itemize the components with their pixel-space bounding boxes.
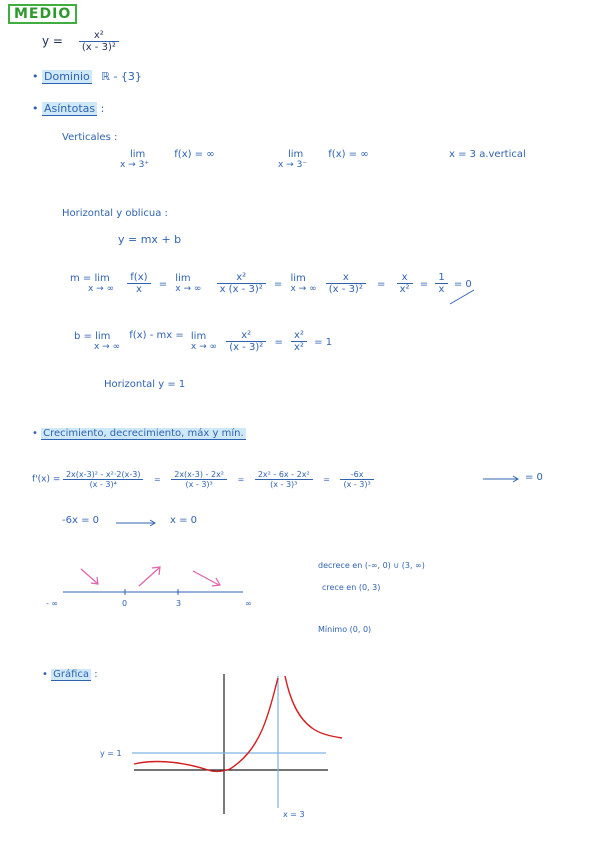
- function-denominator: (x - 3)²: [79, 41, 119, 53]
- fraction: [340, 470, 373, 489]
- denominator: x²: [291, 341, 307, 353]
- b-calculation: [74, 330, 332, 353]
- lim-subscript: x → 3⁺: [120, 160, 150, 170]
- equals: =: [158, 278, 168, 290]
- sign-number-line: [55, 562, 265, 612]
- limit-block: [175, 273, 201, 294]
- numerator: x²: [236, 272, 247, 283]
- equals: =: [419, 278, 429, 290]
- denominator: x: [127, 283, 150, 295]
- vertical-label: Verticales :: [62, 132, 118, 143]
- asymptotes-colon: :: [100, 102, 105, 115]
- denominator: (x - 3)²: [326, 283, 366, 295]
- line-form: y = mx + b: [118, 233, 182, 246]
- vertical-limit-right: [120, 149, 215, 170]
- numerator: x²: [294, 330, 304, 341]
- bullet: •: [32, 428, 38, 439]
- function-graph: [120, 670, 380, 820]
- numerator: 2x(x-3)² - x²·2(x-3): [65, 470, 141, 479]
- numerator: 2x(x-3) - 2x²: [174, 470, 225, 479]
- limit-block: [291, 273, 317, 294]
- label-zero: 0: [122, 599, 128, 608]
- equals: =: [377, 278, 386, 290]
- asymptotes-line: [32, 102, 104, 115]
- equals: =: [274, 336, 283, 348]
- domain-line: [32, 70, 142, 83]
- graph-line: [42, 669, 98, 680]
- domain-value: ℝ - {3}: [101, 70, 142, 83]
- limit-block: [74, 331, 120, 352]
- curve-right-branch: [285, 676, 342, 738]
- numerator: 1: [438, 272, 445, 283]
- m-calculation: [70, 272, 472, 295]
- denominator: (x - 3)²: [226, 341, 266, 353]
- m-result: = 0: [453, 278, 472, 290]
- limit-block: [278, 149, 307, 170]
- fraction: [435, 272, 447, 295]
- curve-left-branch: [134, 678, 278, 772]
- lim-word: lim: [190, 331, 207, 342]
- denominator: (x - 3)³: [340, 479, 373, 489]
- limit-block: [191, 331, 217, 352]
- decreasing-arrow-left: [81, 569, 98, 584]
- function-fraction: [79, 30, 119, 53]
- denominator: (x - 3)³: [171, 479, 227, 489]
- denominator: (x - 3)³: [255, 479, 313, 489]
- growth-heading: Crecimiento, decrecimiento, máx y mín.: [43, 428, 244, 439]
- lim-subscript: x → ∞: [190, 342, 217, 352]
- limit-expression: f(x) = ∞: [174, 149, 215, 160]
- numerator: x: [401, 272, 408, 283]
- strike-arrow: [448, 286, 478, 306]
- graph-heading: Gráfica: [53, 669, 90, 680]
- limit-block: [70, 273, 114, 294]
- asymptotes-heading: Asíntotas: [44, 102, 96, 115]
- lim-subscript: x → ∞: [94, 342, 121, 352]
- minimum-point: Mínimo (0, 0): [318, 625, 372, 634]
- lim-word: lim: [130, 149, 146, 160]
- numerator: x²: [241, 330, 252, 341]
- growth-line: [32, 428, 246, 439]
- derivative-line: [32, 470, 374, 489]
- lim-subscript: x → ∞: [290, 284, 317, 294]
- bullet: •: [42, 669, 48, 680]
- limit-expression: f(x) = ∞: [328, 149, 369, 160]
- limit-block: [120, 149, 149, 170]
- numerator: x: [342, 272, 349, 283]
- h-asymptote-label: y = 1: [100, 749, 122, 758]
- fraction: [127, 272, 150, 295]
- b-result: = 1: [314, 336, 333, 348]
- numerator: 2x² - 6x - 2x²: [257, 470, 310, 479]
- fraction: [397, 272, 413, 295]
- decreasing-arrow-right: [193, 571, 220, 586]
- function-numerator: x²: [93, 30, 104, 41]
- label-minus-infinity: - ∞: [46, 599, 59, 608]
- fraction: [255, 470, 313, 489]
- lim-word: lim: [175, 273, 191, 284]
- vertical-limit-left: [278, 149, 369, 170]
- equals: =: [237, 475, 245, 484]
- implies-arrow: [116, 518, 160, 528]
- solve-rhs: x = 0: [170, 515, 198, 526]
- fraction: [226, 330, 266, 353]
- difficulty-badge: MEDIO: [8, 4, 77, 24]
- horizontal-label: Horizontal y oblicua :: [62, 208, 168, 219]
- equals: =: [273, 278, 283, 290]
- graph-colon: :: [94, 669, 98, 680]
- denominator: x²: [397, 283, 413, 295]
- derivative-lhs: f'(x) =: [32, 474, 61, 485]
- bullet: •: [32, 102, 39, 115]
- label-infinity: ∞: [245, 599, 252, 608]
- lim-word: lim: [288, 149, 304, 160]
- increasing-arrow: [139, 567, 160, 586]
- fraction: [291, 330, 307, 353]
- label-three: 3: [176, 599, 182, 608]
- fraction: [217, 272, 266, 295]
- v-asymptote-label: x = 3: [283, 810, 305, 819]
- equals: =: [323, 475, 330, 484]
- implies-arrow: [483, 474, 523, 484]
- bullet: •: [32, 70, 39, 83]
- fraction: [326, 272, 366, 295]
- equals: =: [153, 475, 161, 484]
- solve-lhs: -6x = 0: [62, 515, 99, 526]
- denominator: x (x - 3)²: [217, 283, 266, 295]
- function-definition: [42, 30, 119, 53]
- derivative-result: = 0: [525, 472, 543, 483]
- function-lhs: y =: [42, 34, 63, 48]
- denominator: x: [435, 283, 447, 295]
- vertical-conclusion: x = 3 a.vertical: [449, 149, 526, 160]
- denominator: (x - 3)⁴: [63, 479, 143, 489]
- lim-subscript: x → ∞: [175, 284, 202, 294]
- numerator: f(x): [130, 272, 148, 283]
- fraction: [171, 470, 227, 489]
- increase-intervals: crece en (0, 3): [322, 583, 381, 592]
- b-expression: f(x) - mx =: [129, 330, 184, 341]
- decrease-intervals: decrece en (-∞, 0) ∪ (3, ∞): [318, 561, 425, 570]
- fraction: [63, 470, 143, 489]
- lim-word: lim: [290, 273, 306, 284]
- b-lhs: b = lim: [74, 331, 111, 342]
- horizontal-conclusion: Horizontal y = 1: [104, 379, 186, 390]
- domain-heading: Dominio: [44, 70, 90, 83]
- lim-subscript: x → 3⁻: [278, 160, 308, 170]
- lim-subscript: x → ∞: [88, 284, 115, 294]
- numerator: -6x: [350, 470, 364, 479]
- m-lhs: m = lim: [70, 273, 110, 284]
